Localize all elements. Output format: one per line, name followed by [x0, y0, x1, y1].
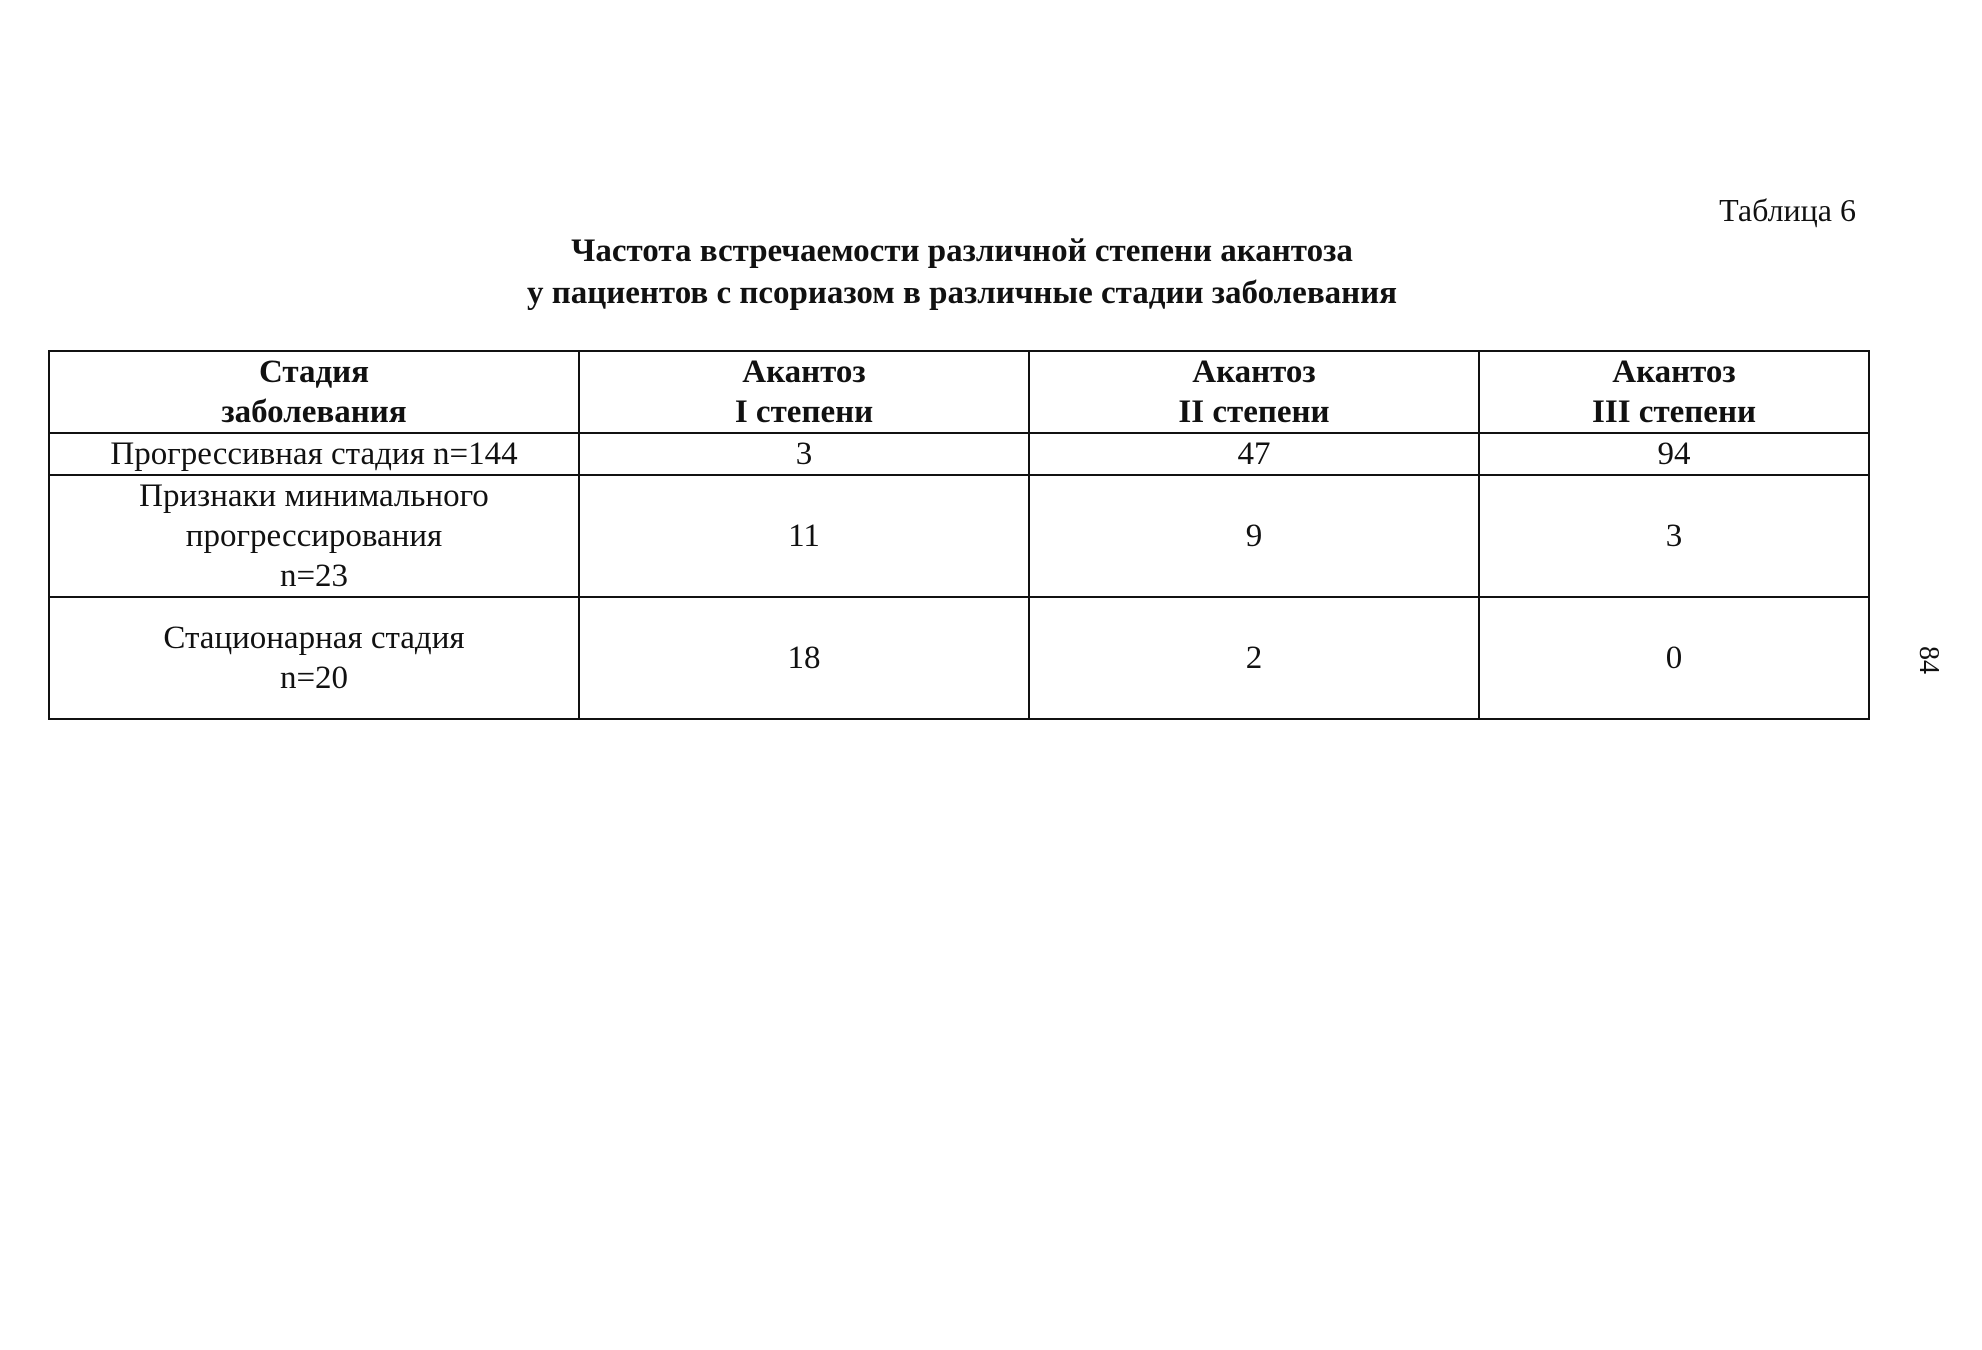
- stage-cell: [49, 597, 579, 719]
- table-row: [49, 433, 1869, 475]
- stage-line: Прогрессивная стадия n=144: [110, 436, 518, 472]
- stage-line: n=23: [279, 558, 349, 594]
- stage-line: Признаки минимального: [139, 478, 489, 514]
- header-stage: [49, 351, 579, 433]
- value-cell: 11: [579, 475, 1029, 597]
- value-cell: 3: [579, 433, 1029, 475]
- stage-line: n=20: [279, 660, 349, 696]
- header-stage-line-2: заболевания: [221, 394, 407, 430]
- header-acanthosis-3: [1479, 351, 1869, 433]
- table-title-line-2: у пациентов с псориазом в различные стадии заболевания: [526, 275, 1398, 311]
- page-number: 84: [1913, 646, 1944, 674]
- value-cell: 47: [1029, 433, 1479, 475]
- table-header-row: [49, 351, 1869, 433]
- acanthosis-table: [48, 350, 1870, 720]
- header-stage-line-1: Стадия: [258, 354, 370, 390]
- value-cell: 3: [1479, 475, 1869, 597]
- value-cell: 18: [579, 597, 1029, 719]
- value-cell: 94: [1479, 433, 1869, 475]
- stage-cell: [49, 475, 579, 597]
- header-acanthosis-2: [1029, 351, 1479, 433]
- header-acanthosis-1-line-2: I степени: [734, 394, 874, 430]
- table-title: [0, 230, 1924, 314]
- table-row: [49, 597, 1869, 719]
- value-cell: 2: [1029, 597, 1479, 719]
- table-row: [49, 475, 1869, 597]
- stage-line: прогрессирования: [185, 518, 443, 554]
- table-label: Таблица 6: [1719, 192, 1856, 228]
- header-acanthosis-2-line-2: II степени: [1178, 394, 1330, 430]
- header-acanthosis-3-line-2: III степени: [1592, 394, 1756, 430]
- header-acanthosis-3-line-1: Акантоз: [1612, 354, 1736, 390]
- table-title-line-1: Частота встречаемости различной степени акантоза: [571, 233, 1353, 269]
- header-acanthosis-1-line-1: Акантоз: [742, 354, 866, 390]
- value-cell: 0: [1479, 597, 1869, 719]
- stage-cell: [49, 433, 579, 475]
- header-acanthosis-2-line-1: Акантоз: [1192, 354, 1316, 390]
- header-acanthosis-1: [579, 351, 1029, 433]
- stage-line: Стационарная стадия: [163, 620, 465, 656]
- value-cell: 9: [1029, 475, 1479, 597]
